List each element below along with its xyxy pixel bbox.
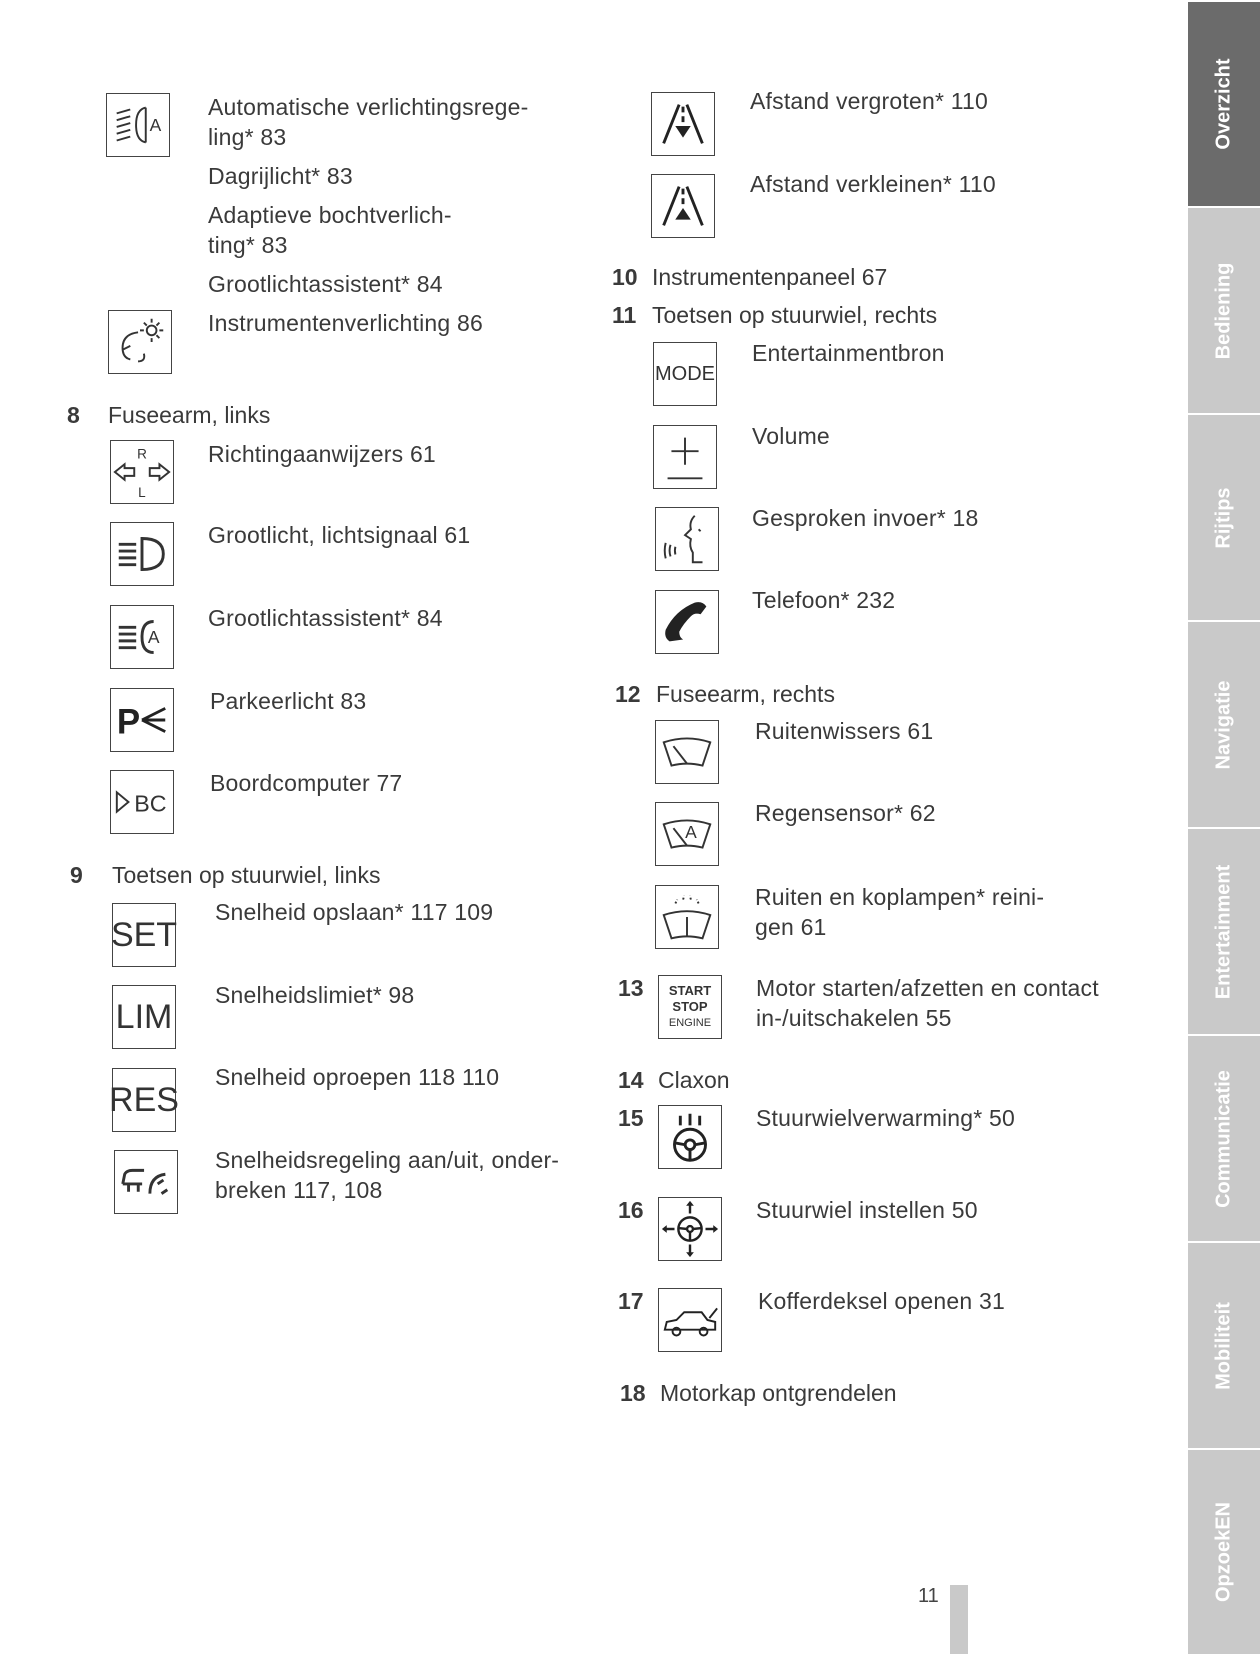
mode-button-icon: MODE	[653, 342, 717, 406]
section-13-number: 13	[618, 975, 644, 1001]
trunk-open-icon	[658, 1288, 722, 1352]
entry-wipers: Ruitenwissers 61	[755, 718, 934, 744]
parking-light-icon	[110, 688, 174, 752]
entry-washer-line1: Ruiten en koplampen* reini-	[755, 884, 1045, 910]
start-stop-icon: START STOP ENGINE	[658, 975, 722, 1039]
entry-high-beam: Grootlicht, lichtsignaal 61	[208, 522, 471, 548]
entry-parking-light: Parkeerlicht 83	[210, 688, 367, 714]
svg-text:A: A	[147, 626, 160, 647]
section-15-number: 15	[618, 1105, 644, 1131]
tab-overzicht[interactable]: Overzicht	[1188, 0, 1260, 206]
entry-cruise-control-line1: Snelheidsregeling aan/uit, onder-	[215, 1147, 560, 1173]
entry-trunk-open: Kofferdeksel openen 31	[758, 1288, 1005, 1314]
section-17-number: 17	[618, 1288, 644, 1314]
svg-text:P: P	[116, 702, 141, 742]
svg-text:R: R	[137, 446, 147, 462]
cruise-control-icon	[114, 1150, 178, 1214]
section-10-title: Instrumentenpaneel 67	[652, 264, 888, 290]
set-button-icon: SET	[112, 903, 176, 967]
tab-navigatie[interactable]: Navigatie	[1188, 620, 1260, 827]
entry-phone: Telefoon* 232	[752, 587, 896, 613]
tab-opzoeken[interactable]: OpzoekEN	[1188, 1448, 1260, 1654]
wiper-icon	[655, 720, 719, 784]
section-8-number: 8	[67, 402, 80, 428]
washer-icon	[655, 885, 719, 949]
entry-auto-lighting-line2: ling* 83	[208, 124, 287, 150]
tab-communicatie[interactable]: Communicatie	[1188, 1034, 1260, 1241]
voice-input-icon	[655, 507, 719, 571]
distance-increase-icon	[651, 92, 715, 156]
entry-adaptive-line1: Adaptieve bochtverlich-	[208, 202, 452, 228]
entry-rain-sensor: Regensensor* 62	[755, 800, 936, 826]
section-11-number: 11	[612, 302, 637, 328]
phone-icon	[655, 590, 719, 654]
entry-steering-heating: Stuurwielverwarming* 50	[756, 1105, 1015, 1131]
entry-auto-lighting-line1: Automatische verlichtingsrege-	[208, 94, 529, 120]
turn-signal-icon	[110, 440, 174, 504]
section-18-number: 18	[620, 1380, 646, 1406]
tab-rijtips[interactable]: Rijtips	[1188, 413, 1260, 620]
section-12-title: Fuseearm, rechts	[656, 681, 835, 707]
steering-adjust-icon	[658, 1197, 722, 1261]
entry-steering-adjust: Stuurwiel instellen 50	[756, 1197, 978, 1223]
board-computer-icon	[110, 770, 174, 834]
svg-text:BC: BC	[134, 790, 167, 817]
entry-washer-line2: gen 61	[755, 914, 827, 940]
entry-instrument-lighting: Instrumentenverlichting 86	[208, 310, 483, 336]
entry-entertainment-source: Entertainmentbron	[752, 340, 945, 366]
section-14-number: 14	[618, 1067, 644, 1093]
rain-sensor-icon	[655, 802, 719, 866]
section-9-number: 9	[70, 862, 83, 888]
entry-start-stop-line1: Motor starten/afzetten en contact	[756, 975, 1099, 1001]
tab-mobiliteit[interactable]: Mobiliteit	[1188, 1241, 1260, 1448]
entry-distance-increase: Afstand vergroten* 110	[750, 88, 988, 114]
high-beam-icon	[110, 522, 174, 586]
section-9-title: Toetsen op stuurwiel, links	[112, 862, 381, 888]
section-8-title: Fuseearm, links	[108, 402, 271, 428]
entry-turn-signals: Richtingaanwijzers 61	[208, 441, 436, 467]
section-10-number: 10	[612, 264, 638, 290]
entry-volume: Volume	[752, 423, 830, 449]
entry-voice-input: Gesproken invoer* 18	[752, 505, 979, 531]
page-number-bar	[950, 1585, 968, 1654]
automatic-headlight-icon	[106, 93, 170, 157]
volume-icon	[653, 425, 717, 489]
section-14-title: Claxon	[658, 1067, 730, 1093]
entry-speed-recall: Snelheid oproepen 118 110	[215, 1064, 500, 1090]
svg-text:A: A	[685, 821, 697, 842]
svg-text:A: A	[149, 114, 162, 135]
entry-cruise-control-line2: breken 117, 108	[215, 1177, 383, 1203]
steering-wheel-heating-icon	[658, 1105, 722, 1169]
tab-entertainment[interactable]: Entertainment	[1188, 827, 1260, 1034]
tab-bediening[interactable]: Bediening	[1188, 206, 1260, 413]
page-number: 11	[918, 1585, 939, 1607]
entry-high-beam-assist-2: Grootlichtassistent* 84	[208, 605, 443, 631]
entry-adaptive-line2: ting* 83	[208, 232, 288, 258]
instrument-lighting-icon	[108, 310, 172, 374]
section-11-title: Toetsen op stuurwiel, rechts	[652, 302, 938, 328]
high-beam-assist-icon	[110, 605, 174, 669]
section-12-number: 12	[615, 681, 641, 707]
entry-speed-limit: Snelheidslimiet* 98	[215, 982, 415, 1008]
distance-decrease-icon	[651, 174, 715, 238]
entry-board-computer: Boordcomputer 77	[210, 770, 403, 796]
entry-speed-store: Snelheid opslaan* 117 109	[215, 899, 494, 925]
section-18-title: Motorkap ontgrendelen	[660, 1380, 897, 1406]
entry-high-beam-assist: Grootlichtassistent* 84	[208, 271, 443, 297]
svg-text:L: L	[138, 485, 146, 501]
section-16-number: 16	[618, 1197, 644, 1223]
side-tabs	[1188, 0, 1260, 1654]
res-button-icon: RES	[112, 1068, 176, 1132]
entry-distance-decrease: Afstand verkleinen* 110	[750, 171, 996, 197]
lim-button-icon: LIM	[112, 985, 176, 1049]
entry-daytime-light: Dagrijlicht* 83	[208, 163, 353, 189]
entry-start-stop-line2: in-/uitschakelen 55	[756, 1005, 952, 1031]
